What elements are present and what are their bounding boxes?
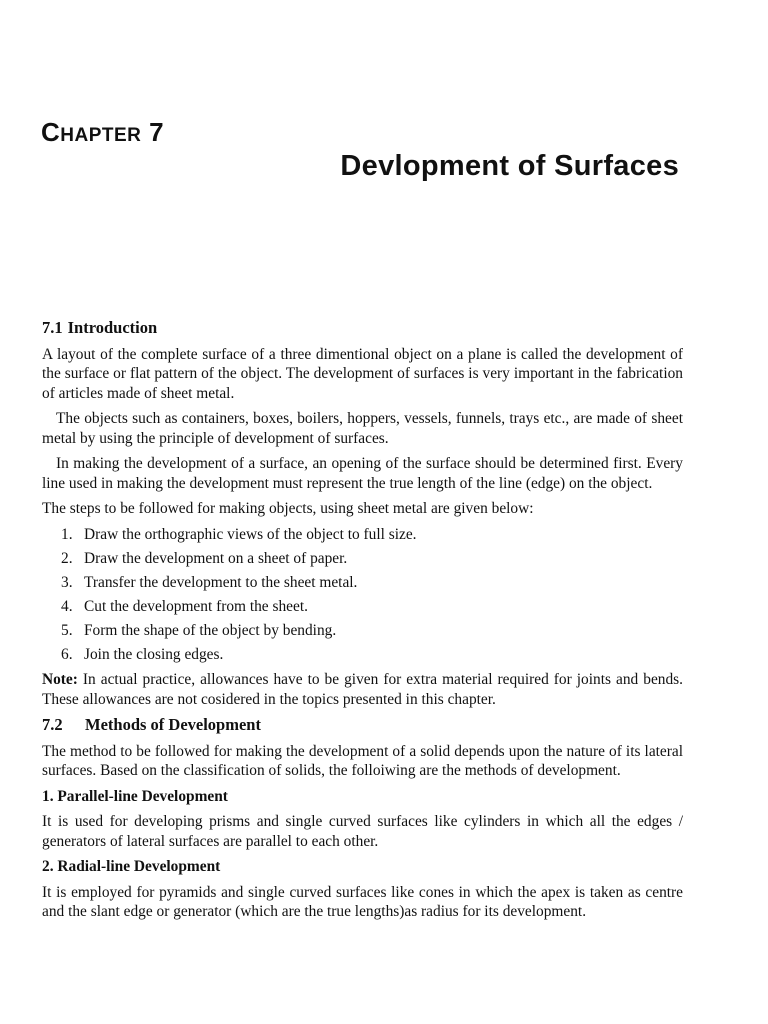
chapter-title: Devlopment of Surfaces [340,150,679,182]
section-heading-7-2 [42,715,683,735]
steps-list [42,525,683,665]
list-item-number: 4. [61,597,73,615]
list-item-text: Draw the orthographic views of the object to full size. [84,525,417,543]
list-item [42,597,683,617]
list-item-text: Cut the development from the sheet. [84,597,308,615]
intro-paragraph-3: In making the development of a surface, an opening of the surface should be determined first. Every line used in making the development must represent the true length of the line (edge) on the object. [42,455,683,492]
methods-paragraph: The method to be followed for making the development of a solid depends upon the nature of its lateral surfaces. Based on the classification of solids, the folloiwing are the methods of development. [42,742,683,779]
parallel-line-paragraph: It is used for developing prisms and single curved surfaces like cylinders in which all the edges / generators of lateral surfaces are parallel to each other. [42,813,683,850]
chapter-label-rest: HAPTER [60,125,142,146]
intro-paragraph-1: A layout of the complete surface of a three dimentional object on a plane is called the development of the surface or flat pattern of the object. The development of surfaces is very important in the fabrication of articles made of sheet metal. [42,345,683,402]
subheading-radial-line: 2. Radial-line Development [42,858,221,875]
section-number: 7.2 [42,715,63,734]
note-label: Note: [42,671,78,688]
steps-intro: The steps to be followed for making objects, using sheet metal are given below: [42,500,534,517]
subheading-parallel-line: 1. Parallel-line Development [42,787,228,805]
note-paragraph [42,670,683,709]
note-text: In actual practice, allowances have to be given for extra material required for joints and bends. These allowances are not cosidered in the topics presented in this chapter. [42,671,683,708]
page-content [42,318,683,928]
chapter-label-initial: C [41,117,61,147]
section-number: 7.1 [42,318,63,337]
list-item-text: Form the shape of the object by bending. [84,621,337,639]
list-item-number: 5. [61,621,73,639]
intro-paragraph-2: The objects such as containers, boxes, boilers, hoppers, vessels, funnels, trays etc., are made of sheet metal by using the principle of development of surfaces. [42,410,683,447]
list-item-text: Draw the development on a sheet of paper. [84,549,348,567]
chapter-number: 7 [149,117,165,147]
list-item [42,621,683,641]
list-item [42,645,683,665]
section-heading-7-1 [42,318,683,338]
list-item-number: 2. [61,549,73,567]
section-title: Introduction [67,318,158,337]
list-item [42,573,683,593]
list-item-number: 6. [61,645,73,663]
list-item [42,549,683,569]
list-item [42,525,683,545]
section-title: Methods of Development [85,715,261,734]
radial-line-paragraph: It is employed for pyramids and single curved surfaces like cones in which the apex is taken as centre and the slant edge or generator (which are the true lengths)as radius for its development. [42,883,683,920]
list-item-text: Transfer the development to the sheet metal. [84,573,358,591]
list-item-number: 1. [61,525,73,543]
chapter-label [41,117,164,148]
list-item-text: Join the closing edges. [84,645,224,663]
list-item-number: 3. [61,573,73,591]
